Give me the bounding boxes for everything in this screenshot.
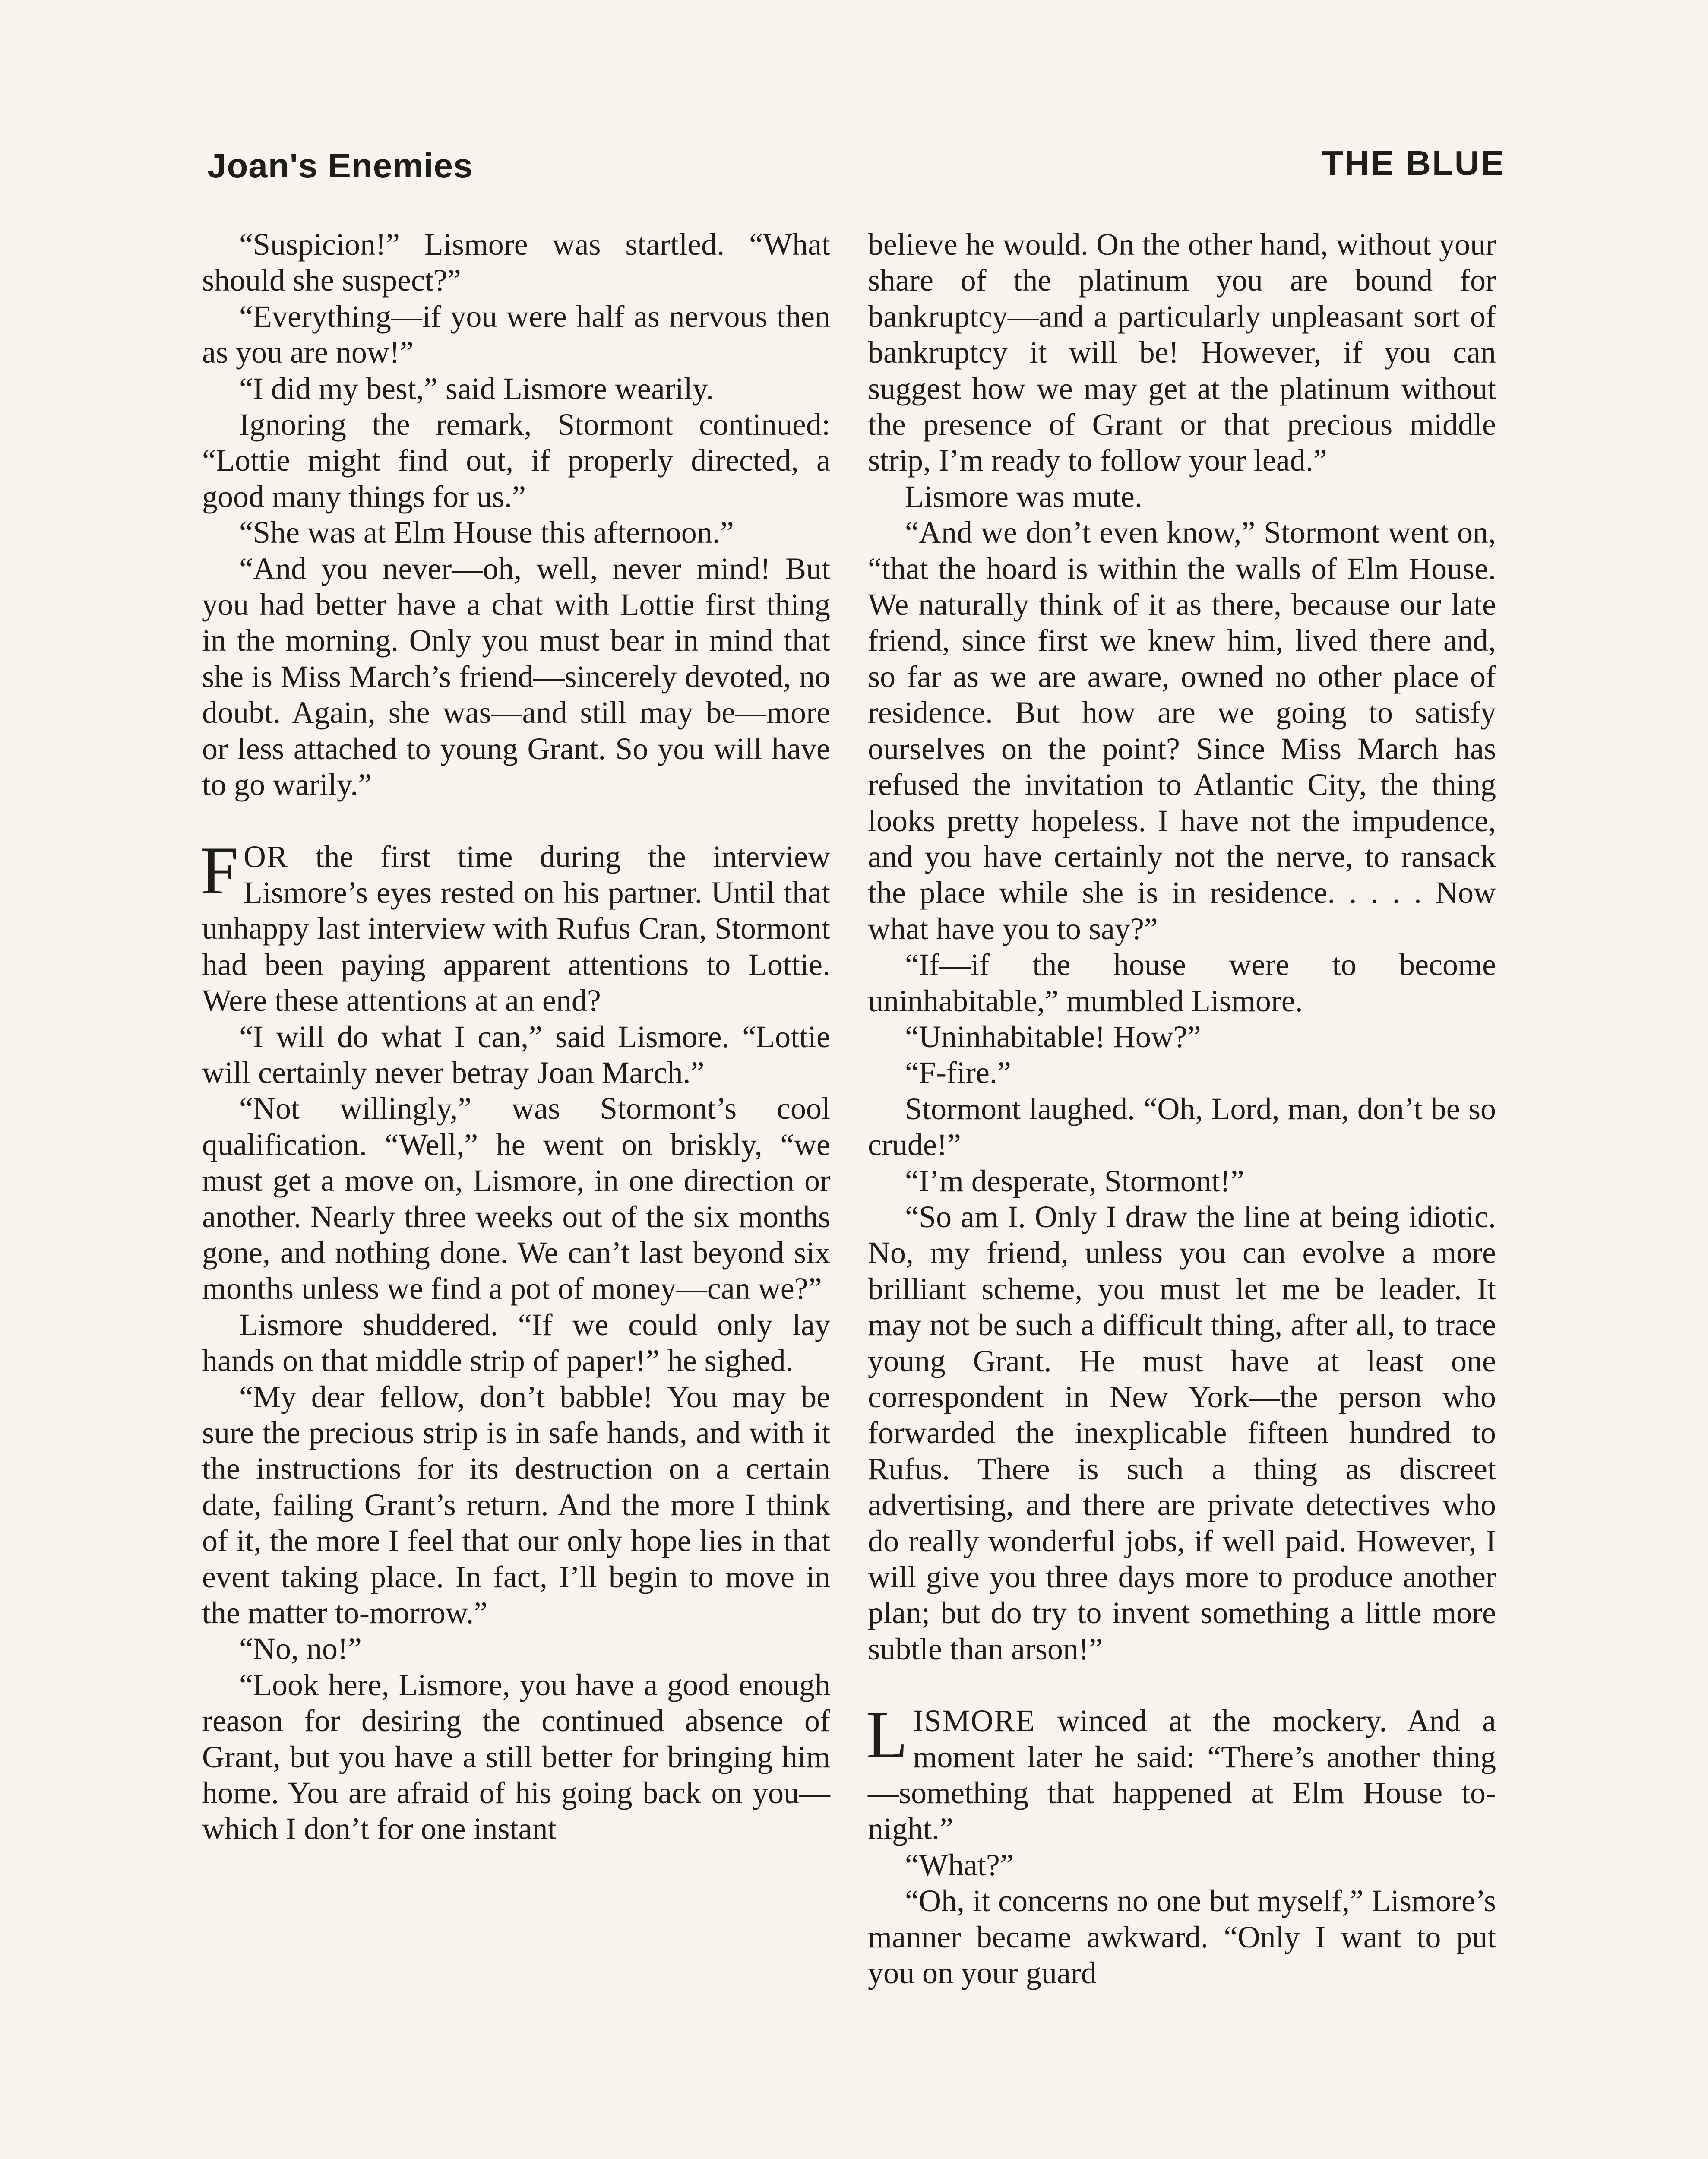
- paragraph: Ignoring the remark, Stormont continued: “Lottie might find out, if properly directed, a good many things for us.”: [202, 407, 830, 514]
- paragraph: “No, no!”: [239, 1631, 362, 1666]
- paragraph: “I’m desperate, Stormont!”: [905, 1163, 1244, 1198]
- section-text: winced at the mockery. And a moment later he said: “There’s another thing—something that happened at Elm House to-night.”: [868, 1703, 1496, 1846]
- paragraph: Lismore was mute.: [905, 479, 1142, 514]
- paragraph-continued: believe he would. On the other hand, without your share of the platinum you are bound for bankruptcy—and a particularly unpleasant sort of bankruptcy it will be! However, if you can suggest how we may get at the platinum without the presence of Grant or that precious middle strip, I’m ready to follow your lead.”: [868, 227, 1496, 478]
- drop-cap: L: [866, 1697, 908, 1773]
- section-paragraph: [200, 833, 830, 1019]
- paragraph: “What?”: [905, 1847, 1014, 1882]
- paragraph: Stormont laughed. “Oh, Lord, man, don’t be so crude!”: [868, 1091, 1496, 1162]
- section-text: the first time during the interview Lismore’s eyes rested on his partner. Until that unhappy last interview with Rufus Cran, Stormont had been paying apparent attentions to Lottie. Were these attentions at an end?: [202, 839, 830, 1018]
- paragraph: “She was at Elm House this afternoon.”: [239, 515, 734, 550]
- paragraph: “I will do what I can,” said Lismore. “Lottie will certainly never betray Joan March.”: [202, 1019, 830, 1090]
- section-opening-word: ISMORE: [913, 1703, 1036, 1738]
- paragraph: “Look here, Lismore, you have a good enough reason for desiring the continued absence of Grant, but you have a still better for bringing him home. You are afraid of his going back on you—which I don’t for one instant: [202, 1667, 830, 1846]
- magazine-title: THE BLUE: [1322, 144, 1505, 182]
- paragraph: “I did my best,” said Lismore wearily.: [239, 371, 714, 406]
- paragraph: “My dear fellow, don’t babble! You may be sure the precious strip is in safe hands, and with it the instructions for its destruction on a certain date, failing Grant’s return. And the more I think of it, the more I feel that our only hope lies in that event taking place. In fact, I’ll begin to move in the matter to-morrow.”: [202, 1379, 830, 1630]
- running-head: [203, 137, 1505, 189]
- paragraph: “If—if the house were to become uninhabitable,” mumbled Lismore.: [868, 947, 1496, 1018]
- paragraph: “So am I. Only I draw the line at being idiotic. No, my friend, unless you can evolve a more brilliant scheme, you must let me be leader. It may not be such a difficult thing, after all, to trace young Grant. He must have at least one correspondent in New York—the person who forwarded the inexplicable fifteen hundred to Rufus. There is such a thing as discreet advertising, and there are private detectives who do really wonderful jobs, if well paid. However, I will give you three days more to produce another plan; but do try to invent something a little more subtle than arson!”: [868, 1199, 1496, 1666]
- paragraph: Lismore shuddered. “If we could only lay hands on that middle strip of paper!” he sighed.: [202, 1307, 830, 1378]
- drop-cap: F: [200, 833, 238, 909]
- section-opening-word: OR: [243, 839, 288, 874]
- right-column: [868, 227, 1496, 1991]
- paragraph: “Oh, it concerns no one but myself,” Lismore’s manner became awkward. “Only I want to put you on your guard: [868, 1884, 1496, 1991]
- paragraph: “Suspicion!” Lismore was startled. “What should she suspect?”: [202, 227, 830, 298]
- story-title: Joan's Enemies: [207, 146, 473, 185]
- left-column: [202, 227, 830, 1847]
- paragraph: “Not willingly,” was Stormont’s cool qualification. “Well,” he went on briskly, “we must get a move on, Lismore, in one direction or another. Nearly three weeks out of the six months gone, and nothing done. We can’t last beyond six months unless we find a pot of money—can we?”: [202, 1091, 830, 1306]
- paragraph: “Everything—if you were half as nervous then as you are now!”: [202, 299, 830, 370]
- paragraph: “F-fire.”: [905, 1055, 1011, 1090]
- paragraph: “Uninhabitable! How?”: [905, 1019, 1201, 1054]
- section-paragraph: [866, 1697, 1496, 1847]
- paragraph: “And we don’t even know,” Stormont went on, “that the hoard is within the walls of Elm House. We naturally think of it as there, because our late friend, since first we knew him, lived there and, so far as we are aware, owned no other place of residence. But how are we going to satisfy ourselves on the point? Since Miss March has refused the invitation to Atlantic City, the thing looks pretty hopeless. I have not the impudence, and you have certainly not the nerve, to ransack the place while she is in residence. . . . . Now what have you to say?”: [868, 515, 1496, 946]
- paragraph: “And you never—oh, well, never mind! But you had better have a chat with Lottie first thing in the morning. Only you must bear in mind that she is Miss March’s friend—sincerely devoted, no doubt. Again, she was—and still may be—more or less attached to young Grant. So you will have to go warily.”: [202, 551, 830, 802]
